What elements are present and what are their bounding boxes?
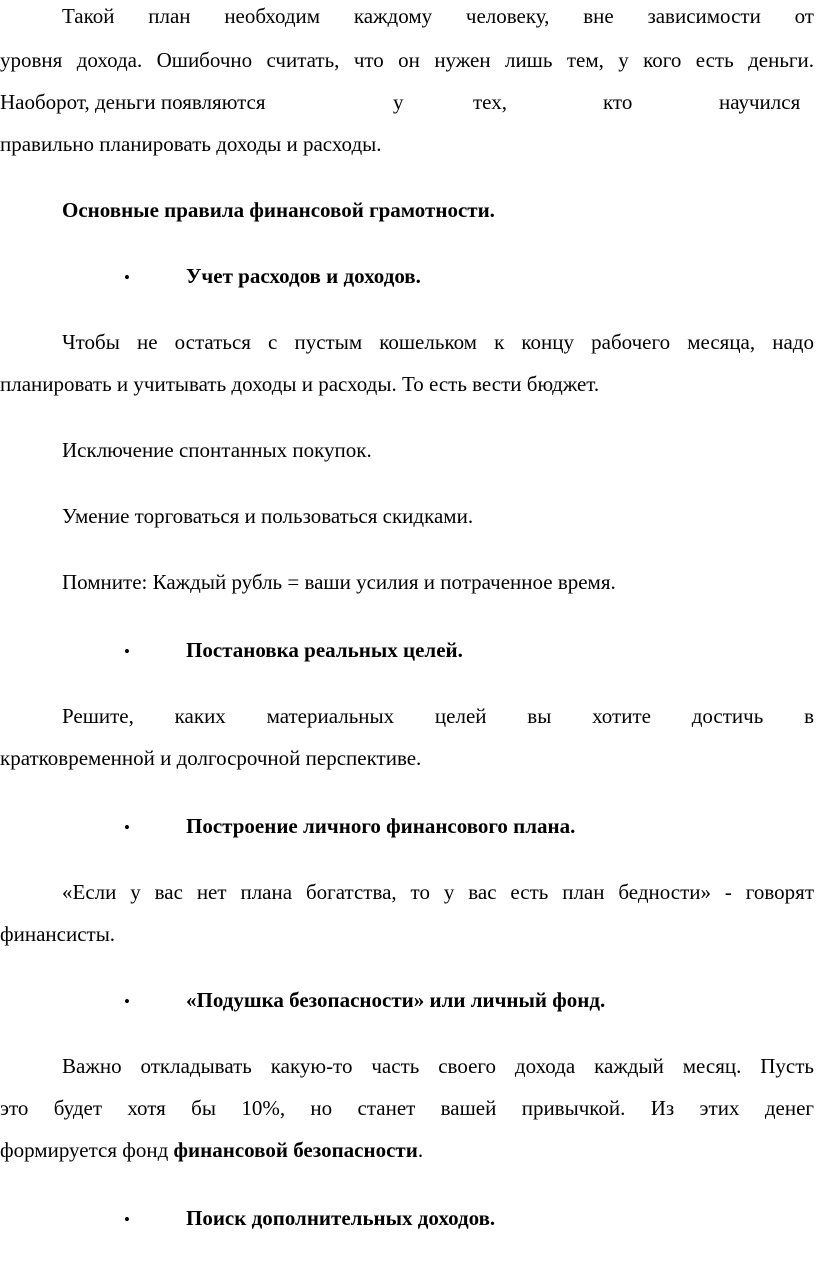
s1-para-2: Исключение спонтанных покупок.: [62, 438, 372, 462]
s4-line-3-prefix: формируется фонд: [0, 1138, 174, 1162]
bullet-title-2: Постановка реальных целей.: [186, 638, 463, 662]
s1-line-1: Чтобы не остаться с пустым кошельком к концу рабочего месяца, надо: [62, 330, 814, 354]
s4-line-3-bold: финансовой безопасности: [173, 1138, 418, 1162]
s4-line-3: [0, 1136, 814, 1164]
bullet-title-5: Поиск дополнительных доходов.: [186, 1206, 496, 1230]
intro-line-3-word: тех,: [473, 90, 507, 114]
intro-line-2: уровня дохода. Ошибочно считать, что он нужен лишь тем, у кого есть деньги.: [0, 48, 814, 72]
intro-line-3-word: Наоборот, деньги появляются: [0, 90, 266, 114]
s4-line-2: это будет хотя бы 10%, но станет вашей привычкой. Из этих денег: [0, 1096, 814, 1120]
bullet-icon: •: [124, 818, 130, 837]
s4-line-1: Важно откладывать какую-то часть своего дохода каждый месяц. Пусть: [62, 1054, 814, 1078]
intro-line-3-word: у: [393, 90, 404, 114]
s1-para-3: Умение торговаться и пользоваться скидками.: [62, 504, 474, 528]
intro-line-1: Такой план необходим каждому человеку, вне зависимости от: [62, 4, 814, 28]
s1-line-2: планировать и учитывать доходы и расходы. То есть вести бюджет.: [0, 372, 600, 396]
s3-line-1: «Если у вас нет плана богатства, то у вас есть план бедности» - говорят: [62, 880, 814, 904]
s4-line-3-suffix: .: [417, 1138, 424, 1162]
intro-line-3-word: кто: [603, 90, 633, 114]
intro-line-4: правильно планировать доходы и расходы.: [0, 132, 382, 156]
bullet-icon: •: [124, 642, 130, 661]
bullet-icon: •: [124, 992, 130, 1011]
intro-line-3: [0, 88, 814, 116]
bullet-icon: •: [124, 1210, 130, 1229]
bullet-icon: •: [124, 268, 130, 287]
s3-line-2: финансисты.: [0, 922, 116, 946]
s2-line-2: кратковременной и долгосрочной перспективе.: [0, 746, 422, 770]
s2-line-1: Решите, каких материальных целей вы хотите достичь в: [62, 704, 814, 728]
bullet-title-4: «Подушка безопасности» или личный фонд.: [186, 988, 606, 1012]
bullet-title-1: Учет расходов и доходов.: [186, 264, 421, 288]
intro-line-3-word: научился: [719, 90, 801, 114]
section-heading: Основные правила финансовой грамотности.: [62, 198, 495, 222]
s1-para-4: Помните: Каждый рубль = ваши усилия и потраченное время.: [62, 570, 616, 594]
bullet-title-3: Построение личного финансового плана.: [186, 814, 576, 838]
